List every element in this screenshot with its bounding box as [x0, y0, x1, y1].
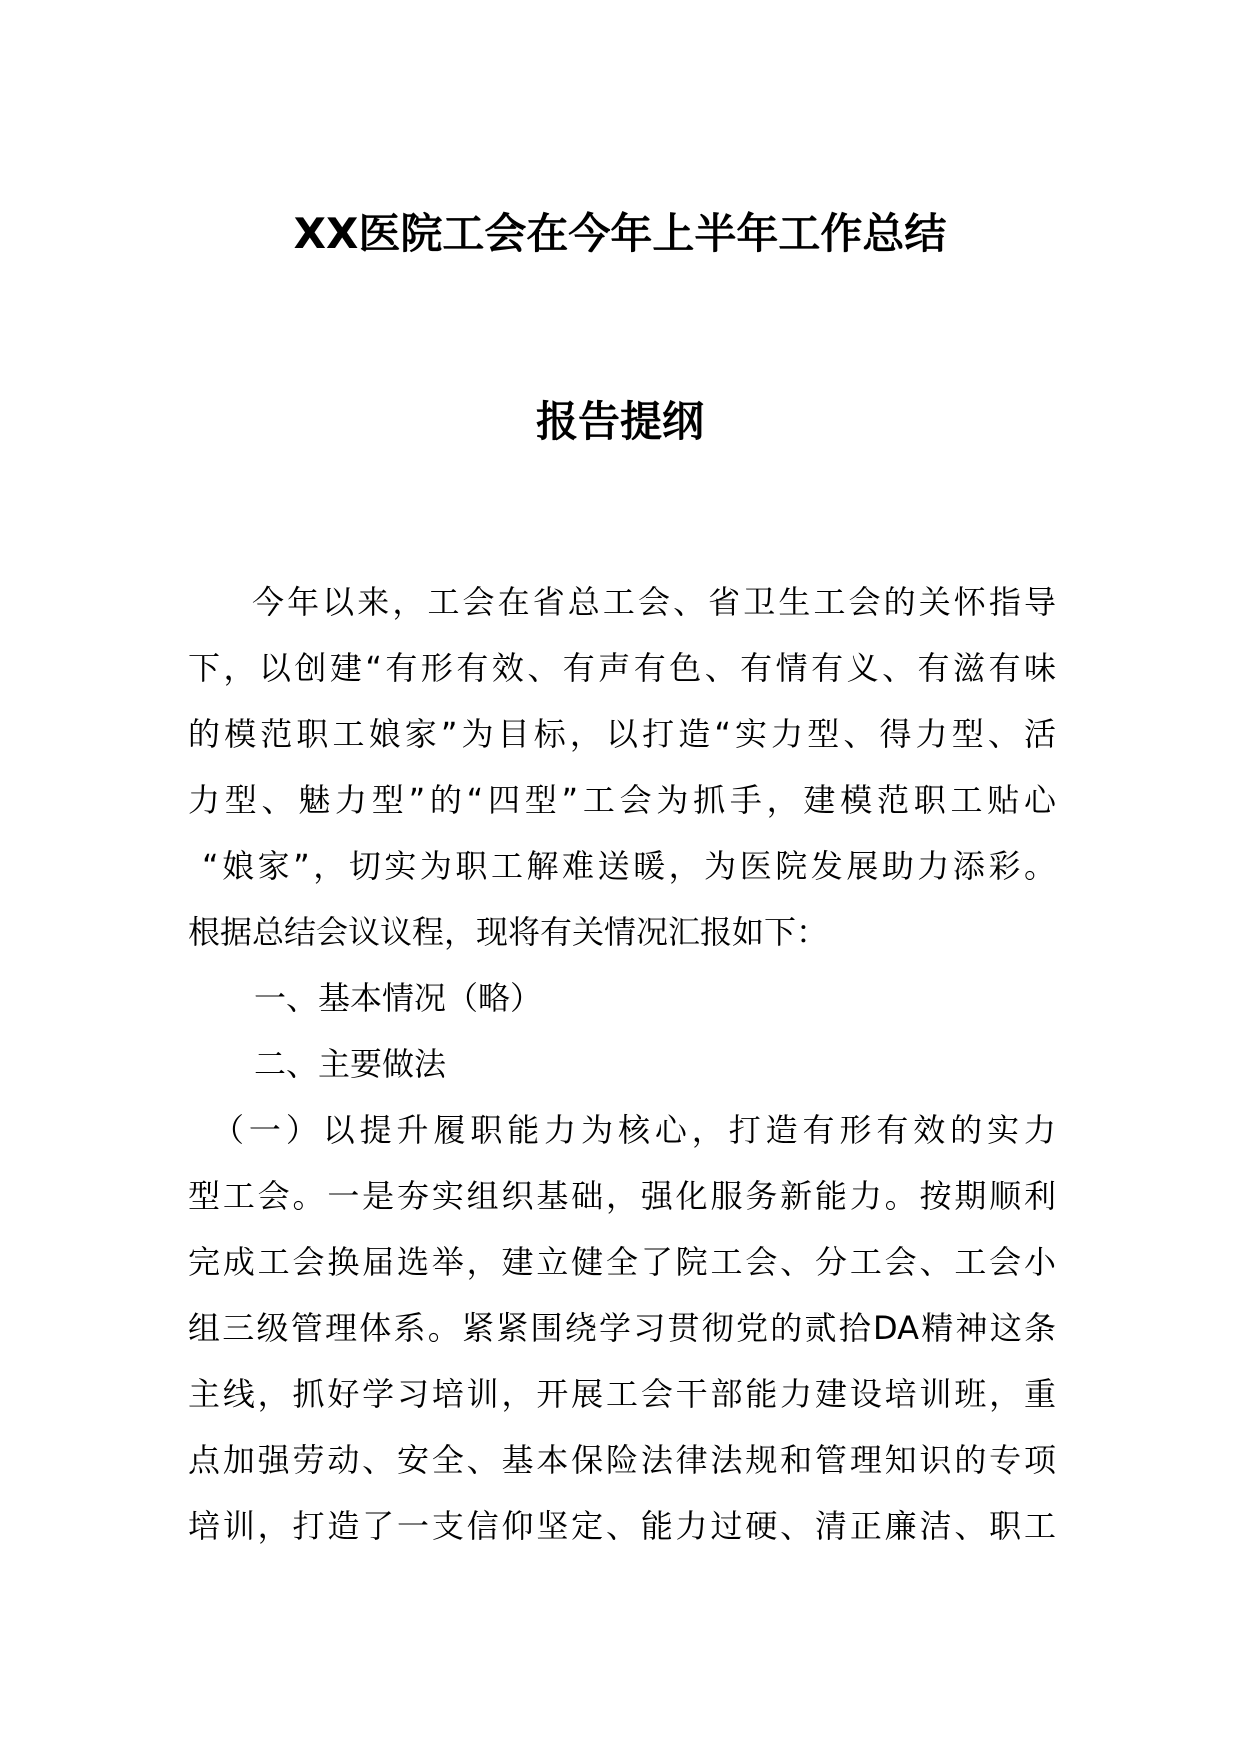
- paragraph-line: “娘家”，切实为职工解难送暖，为医院发展助力添彩。: [202, 847, 1056, 885]
- paragraph-line: 点加强劳动、安全、基本保险法律法规和管理知识的专项: [188, 1441, 1056, 1479]
- paragraph-line: 的模范职工娘家”为目标，以打造“实力型、得力型、活: [188, 715, 1056, 753]
- paragraph-line: 下，以创建“有形有效、有声有色、有情有义、有滋有味: [188, 649, 1056, 687]
- section-heading: 二、主要做法: [254, 1045, 447, 1083]
- paragraph-line: 根据总结会议议程，现将有关情况汇报如下：: [188, 913, 829, 951]
- section-heading: 一、基本情况（略）: [254, 979, 543, 1017]
- paragraph-line: 主线，抓好学习培训，开展工会干部能力建设培训班，重: [188, 1375, 1056, 1413]
- paragraph-line: 力型、魅力型”的“四型”工会为抓手，建模范职工贴心: [188, 781, 1056, 819]
- paragraph-line: 培训，打造了一支信仰坚定、能力过硬、清正廉洁、职工: [188, 1507, 1056, 1545]
- paragraph-line: 型工会。一是夯实组织基础，强化服务新能力。按期顺利: [188, 1177, 1056, 1215]
- paragraph-line: 今年以来，工会在省总工会、省卫生工会的关怀指导: [252, 583, 1056, 621]
- document-body: [188, 569, 1056, 1559]
- document-title-line-1: XX医院工会在今年上半年工作总结: [293, 209, 947, 258]
- document-title-line-2: 报告提纲: [535, 397, 704, 446]
- paragraph-line: （一）以提升履职能力为核心，打造有形有效的实力: [212, 1111, 1056, 1149]
- paragraph-line: 组三级管理体系。紧紧围绕学习贯彻党的贰拾DA精神这条: [188, 1309, 1056, 1347]
- paragraph-line: 完成工会换届选举，建立健全了院工会、分工会、工会小: [188, 1243, 1056, 1281]
